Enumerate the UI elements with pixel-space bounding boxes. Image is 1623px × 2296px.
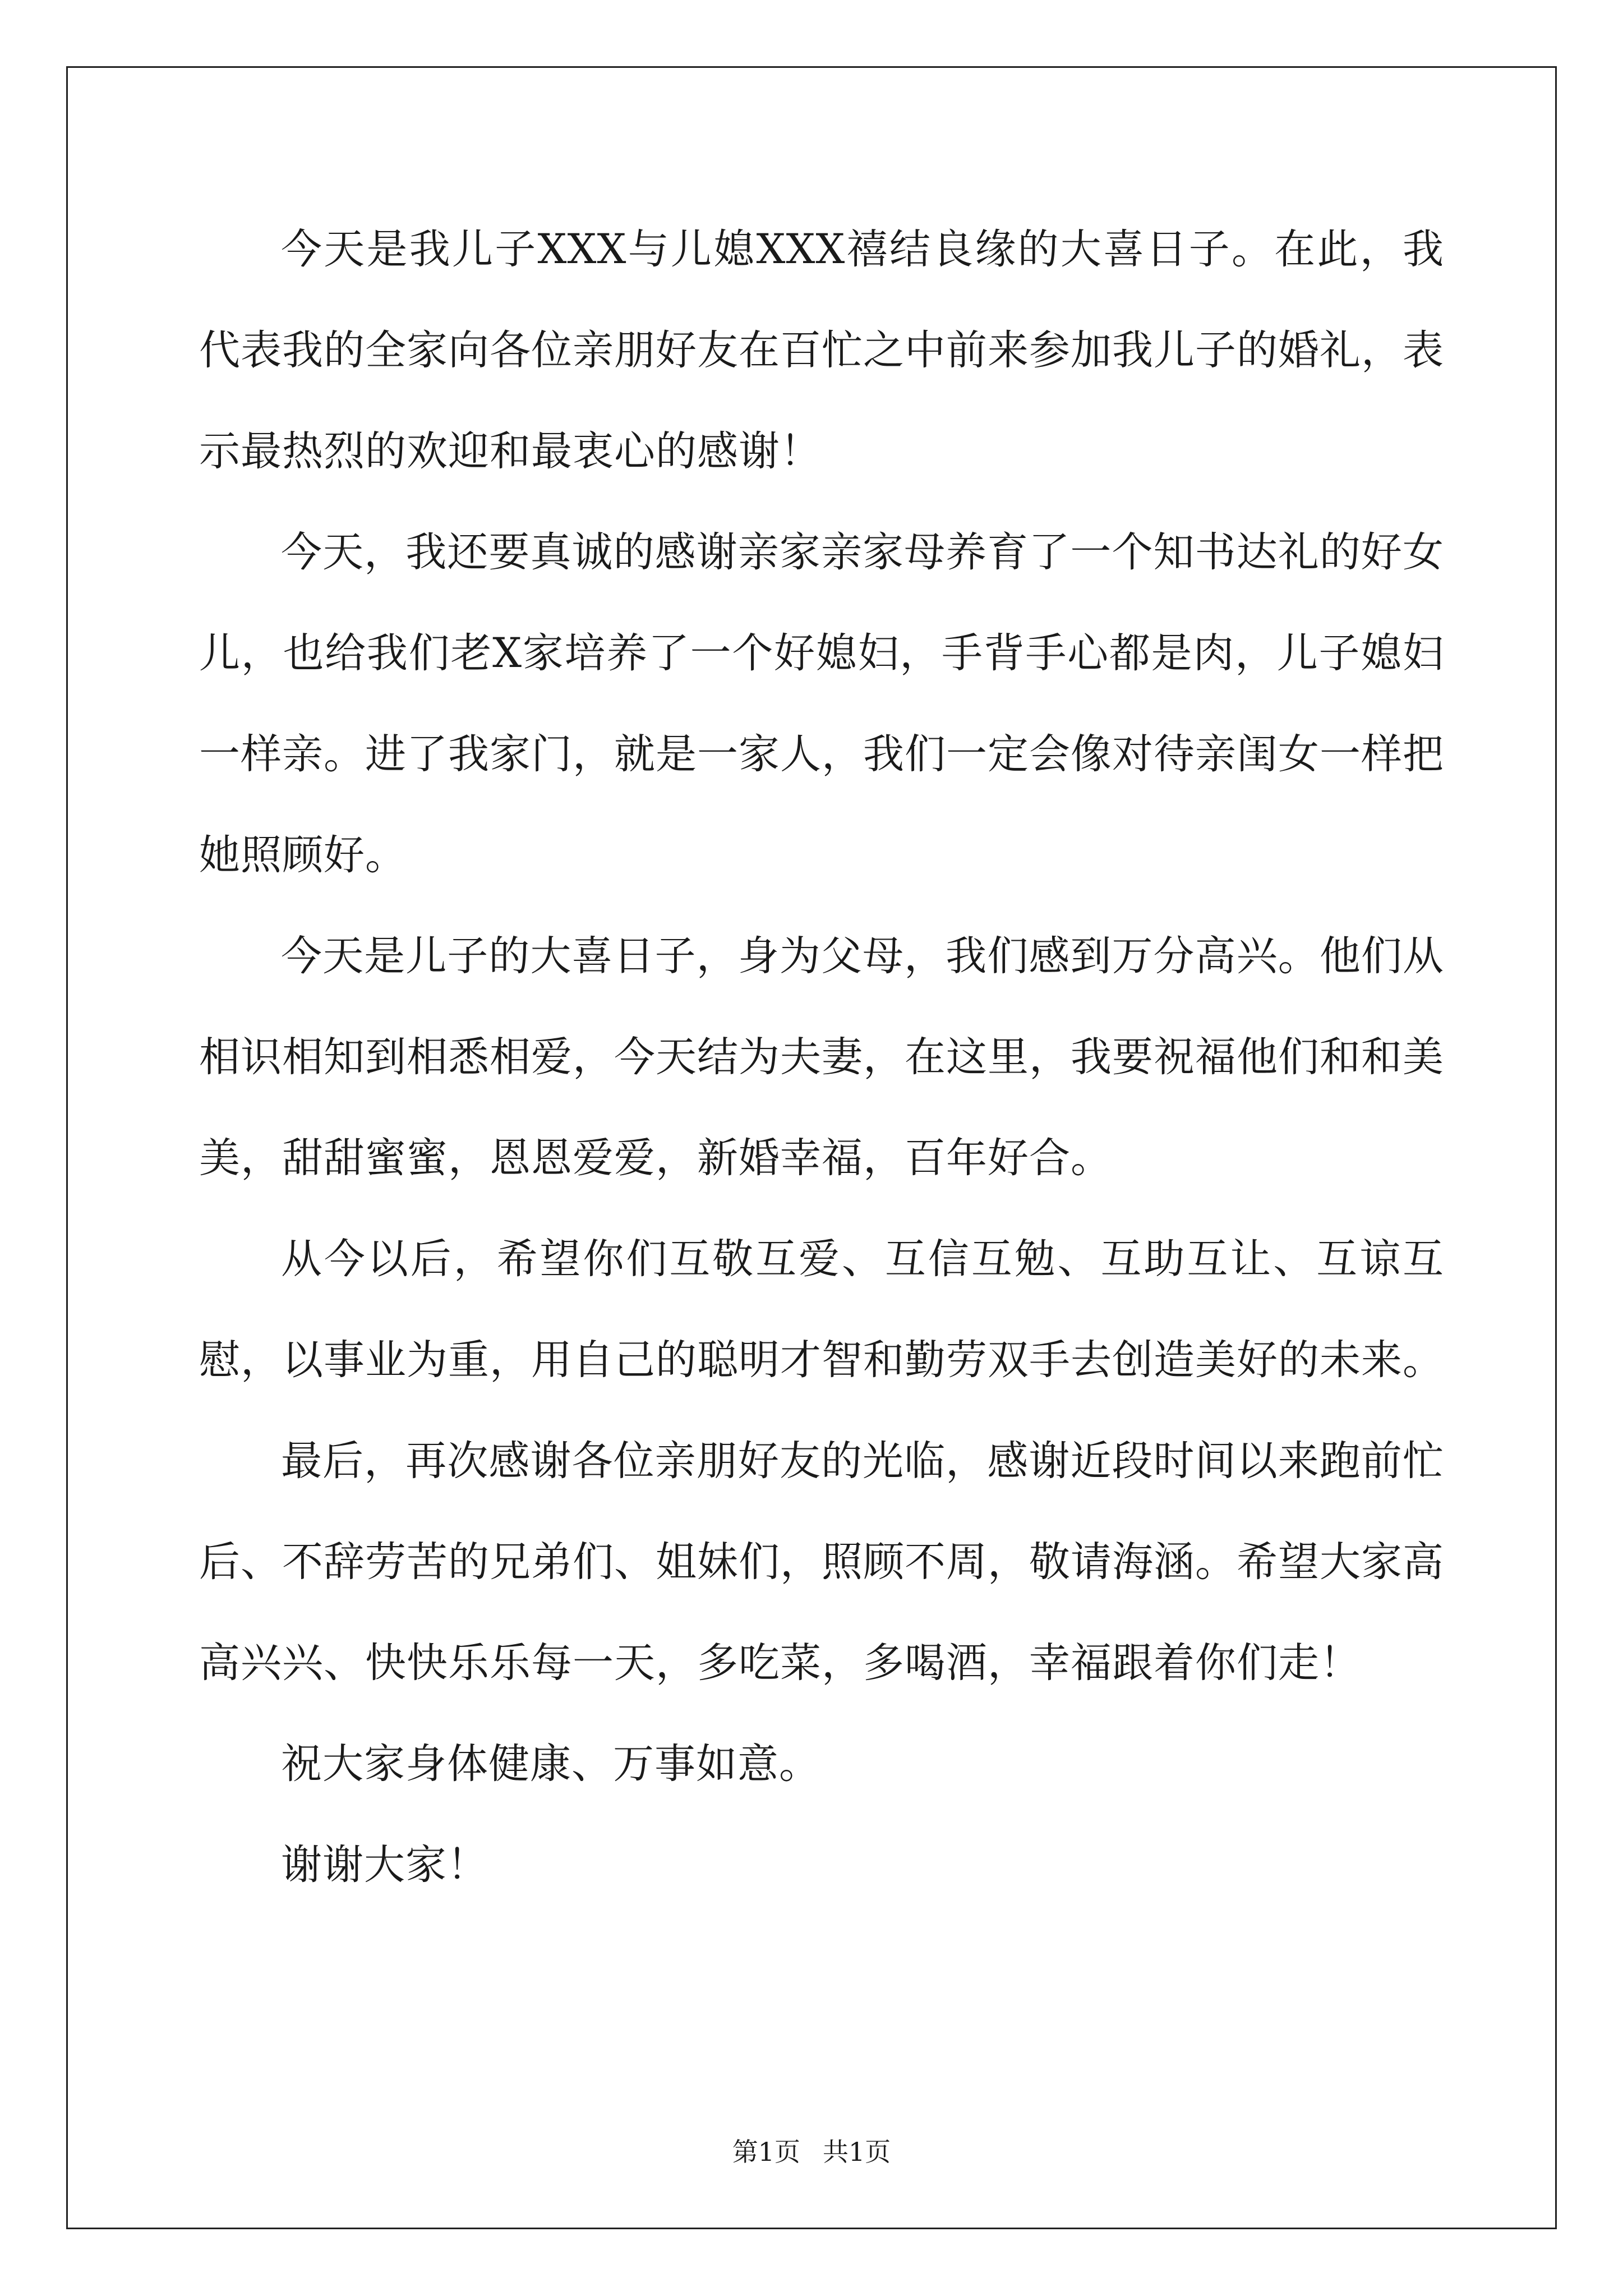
paragraph: 祝大家身体健康、万事如意。	[281, 1740, 820, 1788]
page-number-total: 共1页	[823, 2137, 891, 2167]
paragraph: 从今以后，希望你们互敬互爱、互信互勉、互助互让、互谅互慰，以事业为重，用自己的聪明才智和勤劳双手去创造美好的未来。	[199, 1235, 1444, 1384]
document-body	[199, 199, 1444, 1916]
page-footer	[0, 2132, 1623, 2169]
paragraph: 谢谢大家！	[281, 1841, 488, 1889]
paragraph: 今天，我还要真诚的感谢亲家亲家母养育了一个知书达礼的好女儿，也给我们老X家培养了一个好媳妇，手背手心都是肉，儿子媳妇一样亲。进了我家门，就是一家人，我们一定会像对待亲闺女一样把她照顾好。	[199, 528, 1444, 879]
paragraph: 今天是我儿子XXX与儿媳XXX禧结良缘的大喜日子。在此，我代表我的全家向各位亲朋好友在百忙之中前来参加我儿子的婚礼，表示最热烈的欢迎和最衷心的感谢！	[199, 226, 1444, 475]
paragraph: 最后，再次感谢各位亲朋好友的光临，感谢近段时间以来跑前忙后、不辞劳苦的兄弟们、姐妹们，照顾不周，敬请海涵。希望大家高高兴兴、快快乐乐每一天，多吃菜，多喝酒，幸福跟着你们走！	[199, 1437, 1444, 1687]
page-number-current: 第1页	[732, 2137, 800, 2167]
paragraph: 今天是儿子的大喜日子，身为父母，我们感到万分高兴。他们从相识相知到相悉相爱，今天结为夫妻，在这里，我要祝福他们和和美美，甜甜蜜蜜，恩恩爱爱，新婚幸福，百年好合。	[199, 932, 1444, 1182]
